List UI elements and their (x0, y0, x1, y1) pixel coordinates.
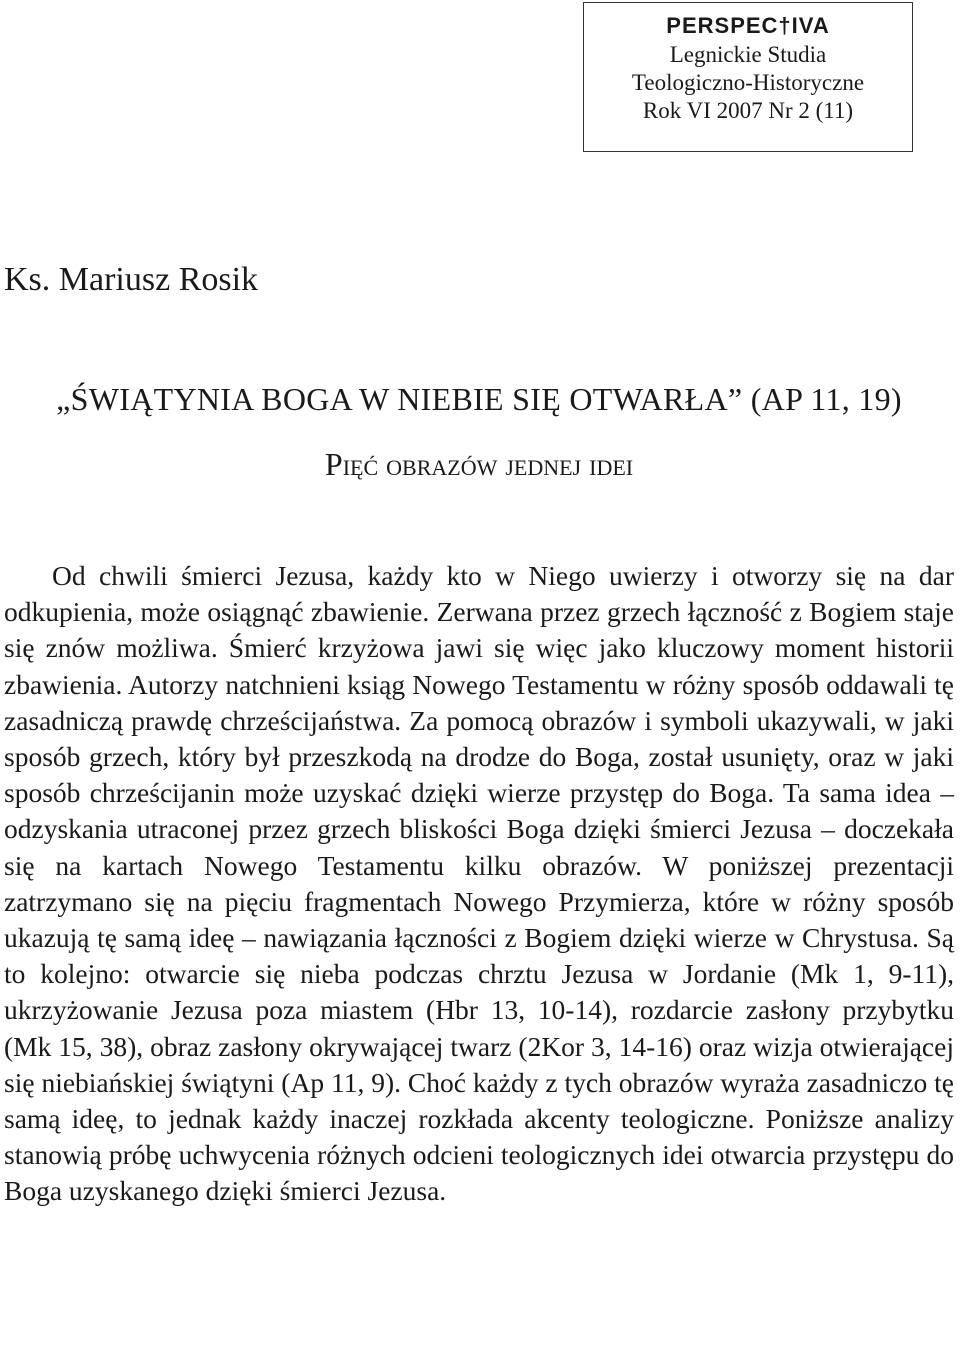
article-title: „ŚWIĄTYNIA BOGA W NIEBIE SIĘ OTWARŁA” (AP 11, 19) (56, 381, 902, 417)
journal-name: PERSPEC†IVA (666, 13, 830, 38)
journal-subtitle-line1: Legnickie Studia (669, 42, 827, 67)
journal-issue: Rok VI 2007 Nr 2 (11) (642, 98, 854, 123)
journal-subtitle-line2: Teologiczno-Historyczne (631, 70, 865, 95)
article-subtitle: Pięć obrazów jednej idei (324, 446, 634, 482)
article-abstract: Od chwili śmierci Jezusa, każdy kto w Niego uwierzy i otworzy się na dar odkupienia, może osiągnąć zbawienie. Zerwana przez grzech łączność z Bogiem staje się znów możliwa. Śmierć krzyżowa jawi się więc jako kluczowy moment historii zbawienia. Autorzy natchnieni ksiąg Nowego Testamentu w różny sposób oddawali tę zasadniczą prawdę chrześcijaństwa. Za pomocą obrazów i symboli ukazywali, w jaki sposób grzech, który był przeszkodą na drodze do Boga, został usunięty, oraz w jaki sposób chrześcijanin może uzyskać dzięki wierze przystęp do Boga. Ta sama idea – odzyskania utraconej przez grzech bliskości Boga dzięki śmierci Jezusa – doczekała się na kartach Nowego Testamentu kilku obrazów. W poniższej prezentacji zatrzymano się na pięciu fragmentach Nowego Przymierza, które w różny sposób ukazują tę samą ideę – nawiązania łączności z Bogiem dzięki wierze w Chrystusa. Są to kolejno: otwarcie się nieba podczas chrztu Jezusa w Jordanie (Mk 1, 9-11), ukrzyżowanie Jezusa poza miastem (Hbr 13, 10-14), rozdarcie zasłony przybytku (Mk 15, 38), obraz zasłony okrywającej twarz (2Kor 3, 14-16) oraz wizja otwierającej się niebiańskiej świątyni (Ap 11, 9). Choć każdy z tych obrazów wyraża zasadniczo tę samą ideę, to jednak każdy inaczej rozkłada akcenty teologiczne. Poniższe analizy stanowią próbę uchwycenia różnych odcieni teologicznych idei otwarcia przystępu do Boga uzyskanego dzięki śmierci Jezusa. (4, 560, 954, 1207)
author-name: Ks. Mariusz Rosik (4, 261, 259, 298)
journal-header-box (583, 2, 913, 152)
